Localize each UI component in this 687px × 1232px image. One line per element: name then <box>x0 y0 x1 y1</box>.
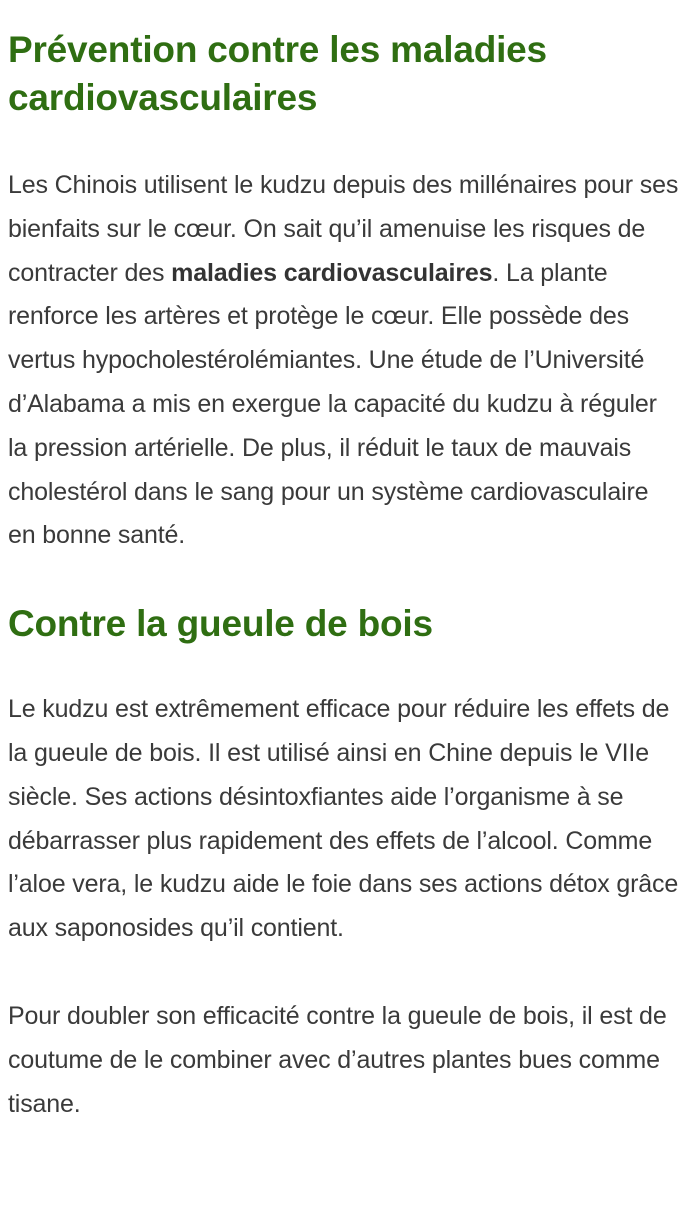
paragraph-text: . La plante renforce les artères et protège le cœur. Elle possède des vertus hypocholestérolémiantes. Une étude de l’Université d’Alabama a mis en exergue la capacité du kudzu à réguler la pression artérielle. De plus, il réduit le taux de mauvais cholestérol dans le sang pour un système cardiovasculaire en bonne santé. <box>8 258 657 550</box>
heading-hangover: Contre la gueule de bois <box>8 603 433 645</box>
paragraph-text: Les Chinois utilisent le kudzu depuis des millénaires pour ses bienfaits sur le cœur. On sait qu’il amenuise les risques de contracter des <box>8 171 679 287</box>
paragraph-cardiovascular <box>8 164 679 558</box>
paragraph-hangover-2: Pour doubler son efficacité contre la gueule de bois, il est de coutume de le combiner avec d’autres plantes bues comme tisane. <box>8 1001 667 1118</box>
paragraph-hangover-1: Le kudzu est extrêmement efficace pour réduire les effets de la gueule de bois. Il est utilisé ainsi en Chine depuis le VIIe siècle. Ses actions désintoxfiantes aide l’organisme à se débarrasser plus rapidement des effets de l’alcool. Comme l’aloe vera, le kudzu aide le foie dans ses actions détox grâce aux saponosides qu’il contient. <box>8 695 679 943</box>
bold-keyword: maladies cardiovasculaires <box>171 258 493 287</box>
heading-cardiovascular-prevention: Prévention contre les maladies cardiovasculaires <box>8 29 547 118</box>
